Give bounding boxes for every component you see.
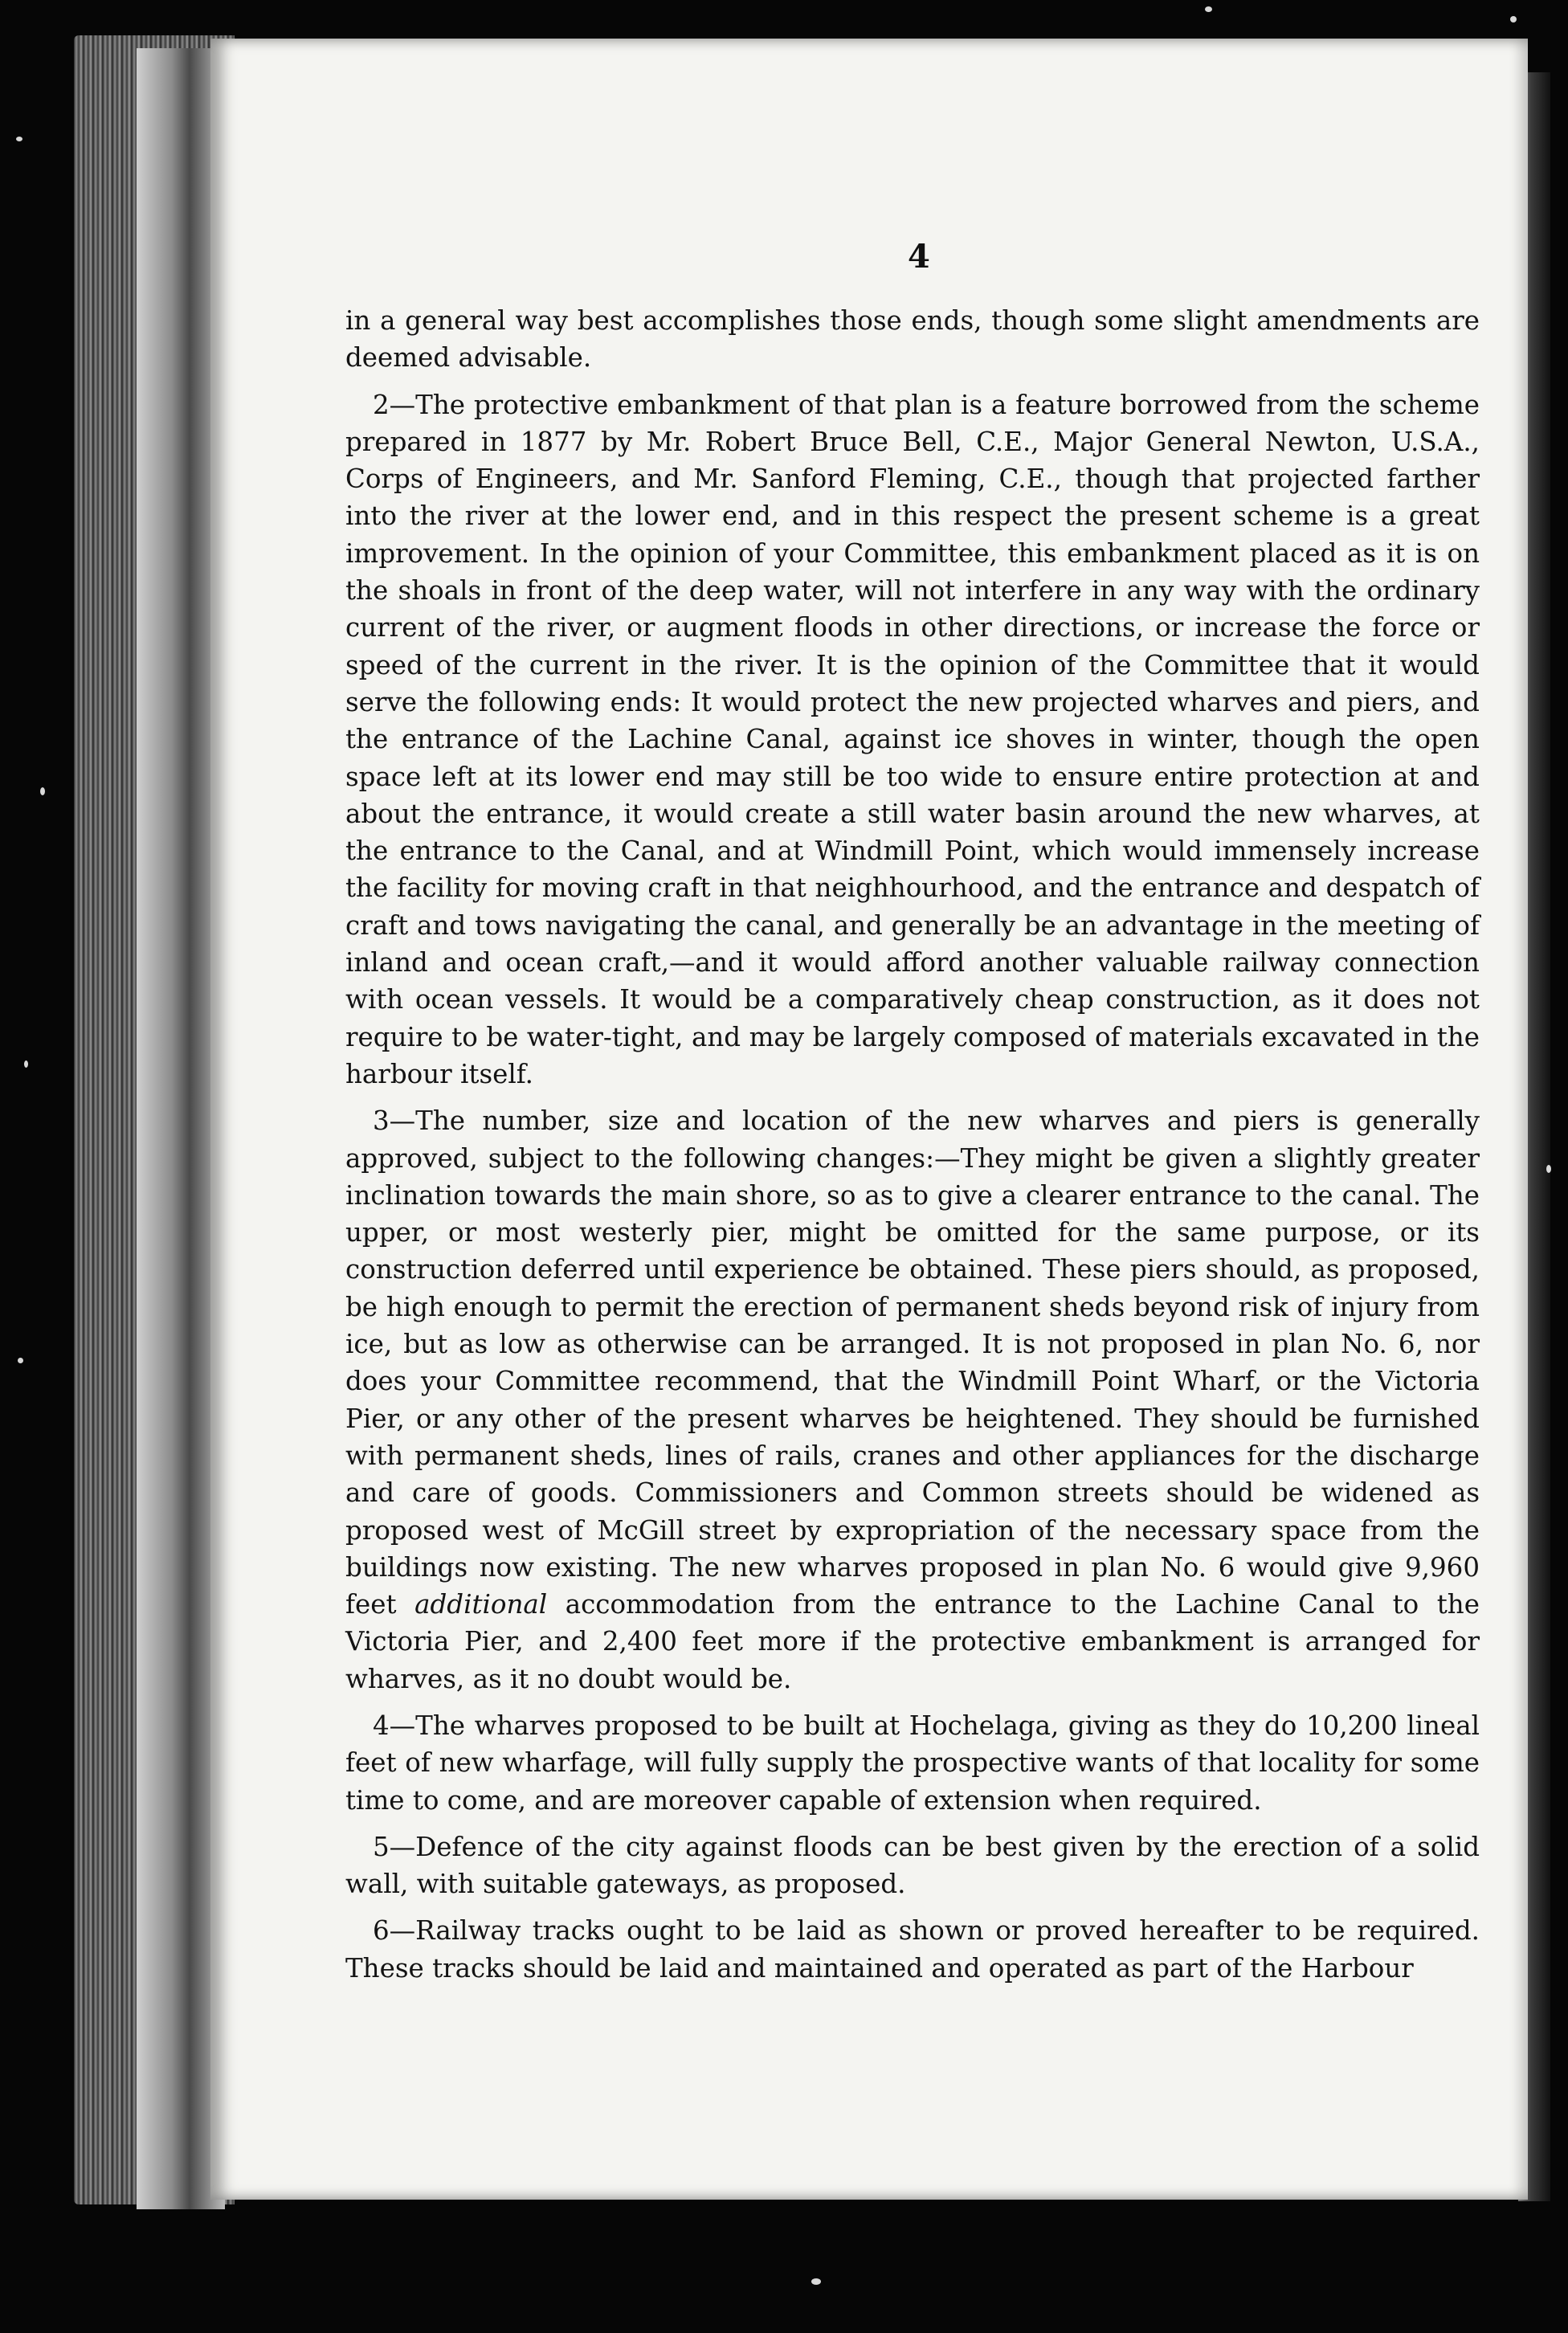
page-body-text bbox=[345, 302, 1480, 1996]
paragraph-3-wharves-piers bbox=[345, 1102, 1480, 1698]
paragraph-3-text-after: accommodation from the entrance to the Lachine Canal to the Victoria Pier, and 2,400 feet more if the protective embankment is arranged for wharves, as it no doubt would be. bbox=[345, 1589, 1480, 1694]
paragraph-5-floods: 5—Defence of the city against floods can be best given by the erection of a solid wall, with suitable gateways, as proposed. bbox=[345, 1831, 1480, 1900]
dust-speck bbox=[811, 2278, 821, 2285]
dust-speck bbox=[18, 1358, 23, 1363]
paragraph-2-embankment: 2—The protective embankment of that plan is a feature borrowed from the scheme prepared in 1877 by Mr. Robert Bruce Bell, C.E., Major General Newton, U.S.A., Corps of Engineers, and Mr. Sanford Fleming, C.E., though that projected farther into the river at the lower end, and in this respect the present scheme is a great improvement. In the opinion of your Committee, this embankment placed as it is on the shoals in front of the deep water, will not interfere in any way with the ordinary current of the river, or augment floods in other directions, or increase the force or speed of the current in the river. It is the opinion of the Committee that it would serve the following ends: It would protect the new projected wharves and piers, and the entrance of the Lachine Canal, against ice shoves in winter, though the open space left at its lower end may still be too wide to ensure entire protection at and about the entrance, it would create a still water basin around the new wharves, at the entrance to the Canal, and at Windmill Point, which would immensely increase the facility for moving craft in that neighhourhood, and the entrance and despatch of craft and tows navigating the canal, and generally be an advantage in the meeting of inland and ocean craft,—and it would afford another valuable railway connection with ocean vessels. It would be a comparatively cheap construction, as it does not require to be water-tight, and may be largely composed of materials excavated in the harbour itself. bbox=[345, 389, 1480, 1089]
dust-speck bbox=[1546, 1165, 1551, 1173]
paragraph-continuation: in a general way best accomplishes those ends, though some slight amendments are deemed advisable. bbox=[345, 305, 1480, 374]
paragraph-3-text-before: 3—The number, size and location of the new wharves and piers is generally approved, subject to the following changes:—They might be given a slightly greater inclination towards the main shore, so as to give a clearer entrance to the canal. The upper, or most westerly pier, might be omitted for the same purpose, or its construction deferred until experience be obtained. These piers should, as proposed, be high enough to permit the erection of permanent sheds beyond risk of injury from ice, but as low as otherwise can be arranged. It is not proposed in plan No. 6, nor does your Committee recommend, that the Windmill Point Wharf, or the Victoria Pier, or any other of the present wharves be heightened. They should be furnished with permanent sheds, lines of rails, cranes and other appliances for the discharge and care of goods. Commissioners and Common streets should be widened as proposed west of McGill street by expropriation of the necessary space from the buildings now existing. The new wharves proposed in plan No. 6 would give 9,960 feet bbox=[345, 1105, 1480, 1620]
dust-speck bbox=[1205, 6, 1212, 12]
page-number: 4 bbox=[908, 238, 930, 276]
paragraph-6-railway: 6—Railway tracks ought to be laid as shown or proved hereafter to be required. These tracks should be laid and maintained and operated as part of the Harbour bbox=[345, 1915, 1480, 1984]
dust-speck bbox=[24, 1060, 28, 1068]
dust-speck bbox=[40, 787, 45, 795]
dust-speck bbox=[1510, 16, 1517, 22]
dust-speck bbox=[16, 137, 22, 141]
paragraph-4-hochelaga: 4—The wharves proposed to be built at Hochelaga, giving as they do 10,200 lineal feet of new wharfage, will fully supply the prospective wants of that locality for some time to come, and are moreover capable of extension when required. bbox=[345, 1710, 1480, 1816]
paragraph-3-emphasis: additional bbox=[414, 1589, 548, 1620]
